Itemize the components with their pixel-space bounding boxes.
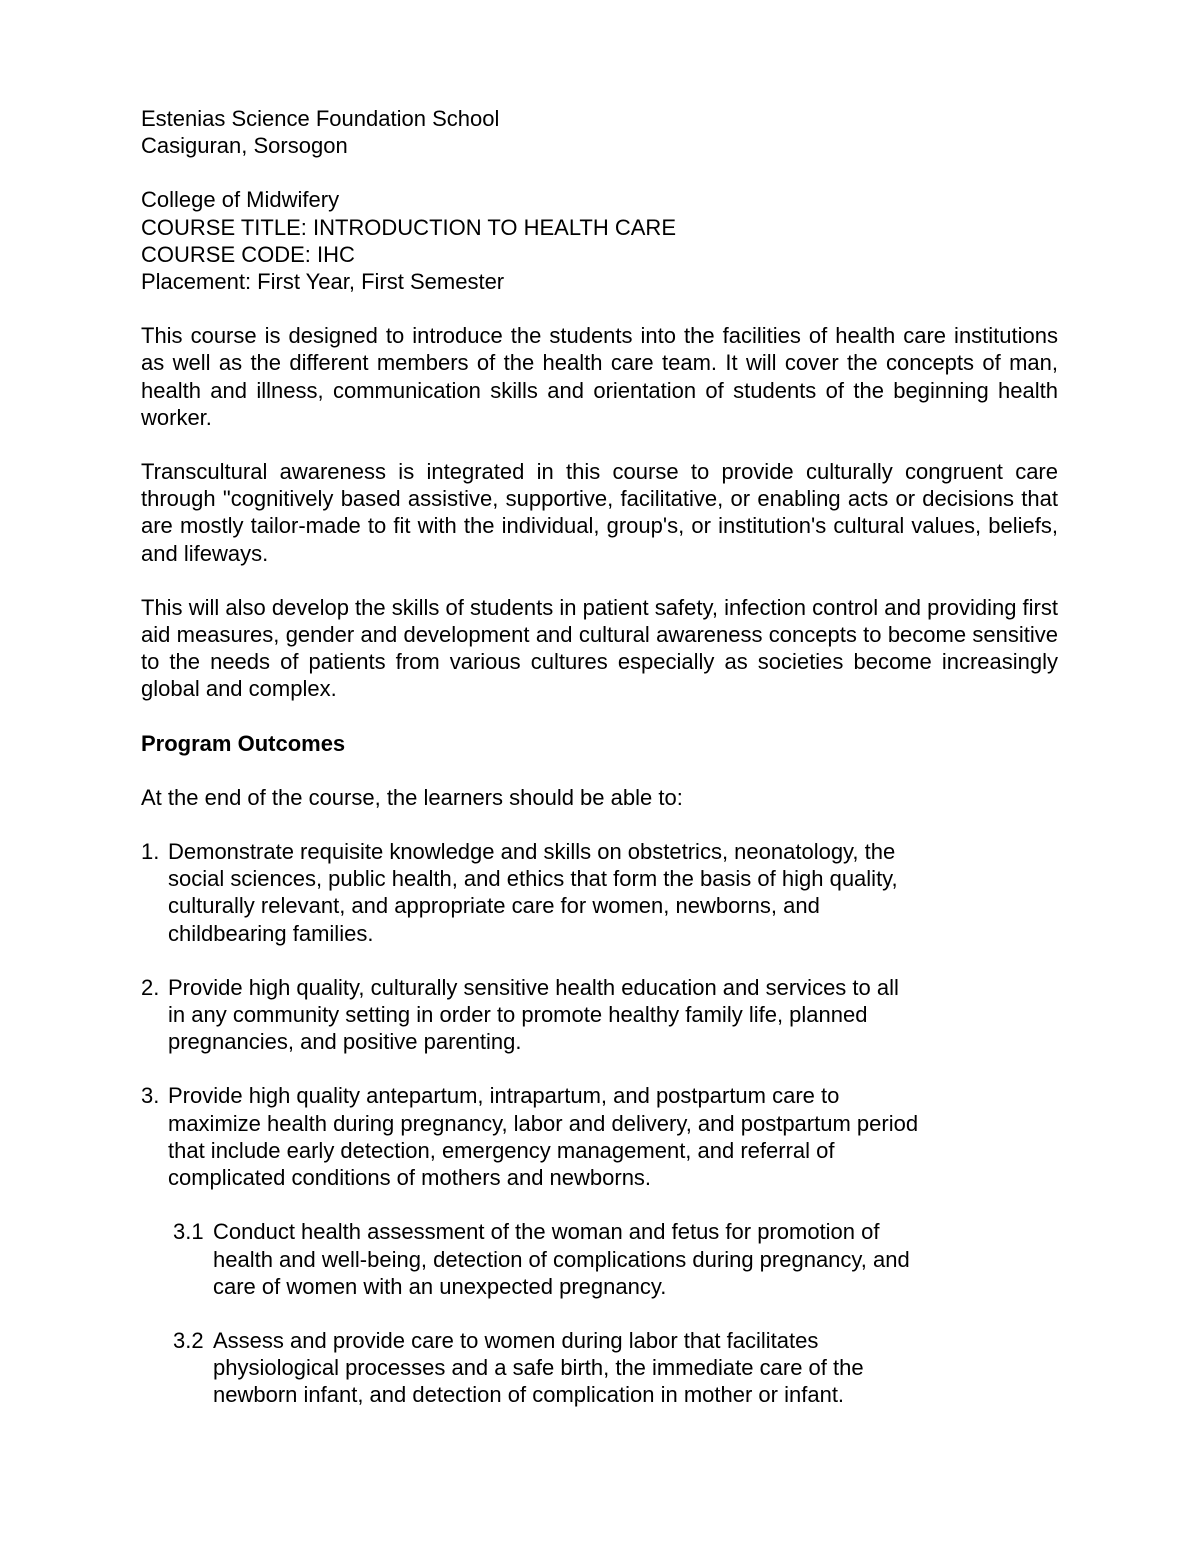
outcome-text: Provide high quality, culturally sensitive health education and services to all in any community setting in order to promote healthy family life, planned pregnancies, and positive parenting. (168, 974, 899, 1055)
course-title: COURSE TITLE: INTRODUCTION TO HEALTH CARE (141, 214, 676, 240)
outcome-subitem-number: 3.1 (173, 1219, 204, 1245)
description-paragraph-1: This course is designed to introduce the students into the facilities of health care institutions as well as the different members of the health care team. It will cover the concepts of man, health and illness, communication skills and orientation of students of the beginning health worker. (141, 323, 1058, 430)
outcome-subitem-text: Assess and provide care to women during labor that facilitates physiological processes and a safe birth, the immediate care of the newborn infant, and detection of complication in mother or infant. (213, 1327, 864, 1408)
outcome-number: 2. (141, 974, 160, 1000)
outcome-subitem-3-2 (173, 1327, 1058, 1409)
outcome-item-2 (141, 974, 1058, 1056)
document-content (141, 105, 1058, 1409)
outcome-number: 3. (141, 1083, 160, 1109)
description-paragraph-3: This will also develop the skills of students in patient safety, infection control and providing first aid measures, gender and development and cultural awareness concepts to become sensitive to the needs of patients from various cultures especially as societies become increasingly global and complex. (141, 594, 1058, 702)
course-code: COURSE CODE: IHC (141, 241, 355, 267)
school-name: Estenias Science Foundation School (141, 106, 500, 131)
outcome-text: Demonstrate requisite knowledge and skills on obstetrics, neonatology, the social sciences, public health, and ethics that form the basis of high quality, culturally relevant, and appropriate care for women, newborns, and childbearing families. (168, 839, 898, 946)
outcome-subitem-text: Conduct health assessment of the woman and fetus for promotion of health and well-being, detection of complications during pregnancy, and care of women with an unexpected pregnancy. (213, 1219, 910, 1299)
outcome-text: Provide high quality antepartum, intrapartum, and postpartum care to maximize health during pregnancy, labor and delivery, and postpartum period that include early detection, emergency management, and referral of complicated conditions of mothers and newborns. (168, 1083, 919, 1191)
outcome-item-1 (141, 838, 1058, 947)
description-paragraph-2: Transcultural awareness is integrated in this course to provide culturally congruent care through "cognitively based assistive, supportive, facilitative, or enabling acts or decisions that are mostly tailor-made to fit with the individual, group's, or institution's cultural values, beliefs, and lifeways. (141, 459, 1058, 566)
program-outcomes-intro: At the end of the course, the learners should be able to: (141, 784, 683, 810)
school-location: Casiguran, Sorsogon (141, 133, 348, 159)
outcome-item-3 (141, 1082, 1058, 1191)
course-placement: Placement: First Year, First Semester (141, 269, 505, 295)
program-outcomes-heading: Program Outcomes (141, 730, 346, 756)
outcome-subitem-3-1 (173, 1218, 1058, 1300)
outcome-number: 1. (141, 839, 160, 865)
college-name: College of Midwifery (141, 187, 340, 213)
outcome-subitem-number: 3.2 (173, 1327, 204, 1353)
